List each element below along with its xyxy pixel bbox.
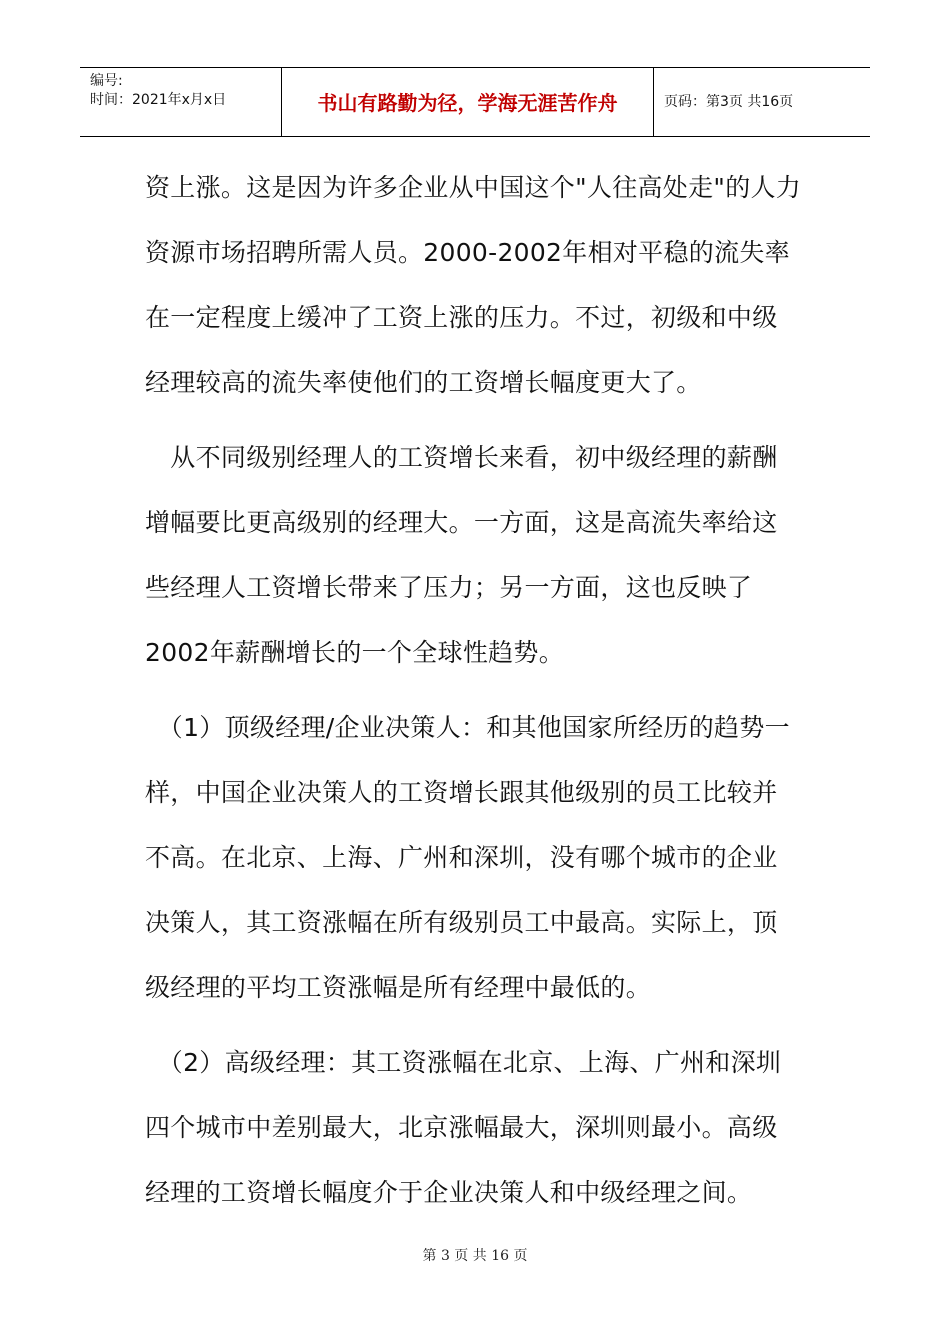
- page-header: [80, 67, 870, 137]
- text-line: 2002年薪酬增长的一个全球性趋势。: [145, 638, 565, 667]
- document-date-label: 时间：2021年x月x日: [90, 92, 227, 108]
- header-motto-cell: [282, 68, 654, 136]
- text-line: 级经理的平均工资涨幅是所有经理中最低的。: [145, 973, 652, 1002]
- document-number-label: 编号:: [90, 73, 123, 89]
- text-line: 资上涨。这是因为许多企业从中国这个"人往高处走"的人力: [145, 173, 802, 202]
- header-meta-cell: [80, 68, 282, 136]
- paragraph: [145, 1030, 825, 1225]
- text-line: 决策人，其工资涨幅在所有级别员工中最高。实际上，顶: [145, 908, 778, 937]
- text-line: 增幅要比更高级别的经理大。一方面，这是高流失率给这: [145, 508, 778, 537]
- document-body: [145, 155, 825, 1225]
- text-line: （2）高级经理：其工资涨幅在北京、上海、广州和深圳: [145, 1048, 782, 1077]
- paragraph: [145, 695, 825, 1020]
- text-line: 不高。在北京、上海、广州和深圳，没有哪个城市的企业: [145, 843, 778, 872]
- text-line: 经理较高的流失率使他们的工资增长幅度更大了。: [145, 368, 702, 397]
- text-line: 四个城市中差别最大，北京涨幅最大，深圳则最小。高级: [145, 1113, 778, 1142]
- text-line: 些经理人工资增长带来了压力；另一方面，这也反映了: [145, 573, 753, 602]
- page-footer: 第 3 页 共 16 页: [422, 1248, 528, 1264]
- paragraph: [145, 155, 825, 415]
- header-page-info: 页码：第3页 共16页: [664, 94, 794, 110]
- text-line: 在一定程度上缓冲了工资上涨的压力。不过，初级和中级: [145, 303, 778, 332]
- text-line: 资源市场招聘所需人员。2000-2002年相对平稳的流失率: [145, 238, 790, 267]
- header-page-cell: [654, 68, 870, 136]
- text-line: （1）顶级经理/企业决策人：和其他国家所经历的趋势一: [145, 713, 790, 742]
- header-motto: 书山有路勤为径，学海无涯苦作舟: [317, 91, 618, 115]
- text-line: 从不同级别经理人的工资增长来看，初中级经理的薪酬: [145, 443, 778, 472]
- text-line: 经理的工资增长幅度介于企业决策人和中级经理之间。: [145, 1178, 753, 1207]
- paragraph: [145, 425, 825, 685]
- text-line: 样，中国企业决策人的工资增长跟其他级别的员工比较并: [145, 778, 778, 807]
